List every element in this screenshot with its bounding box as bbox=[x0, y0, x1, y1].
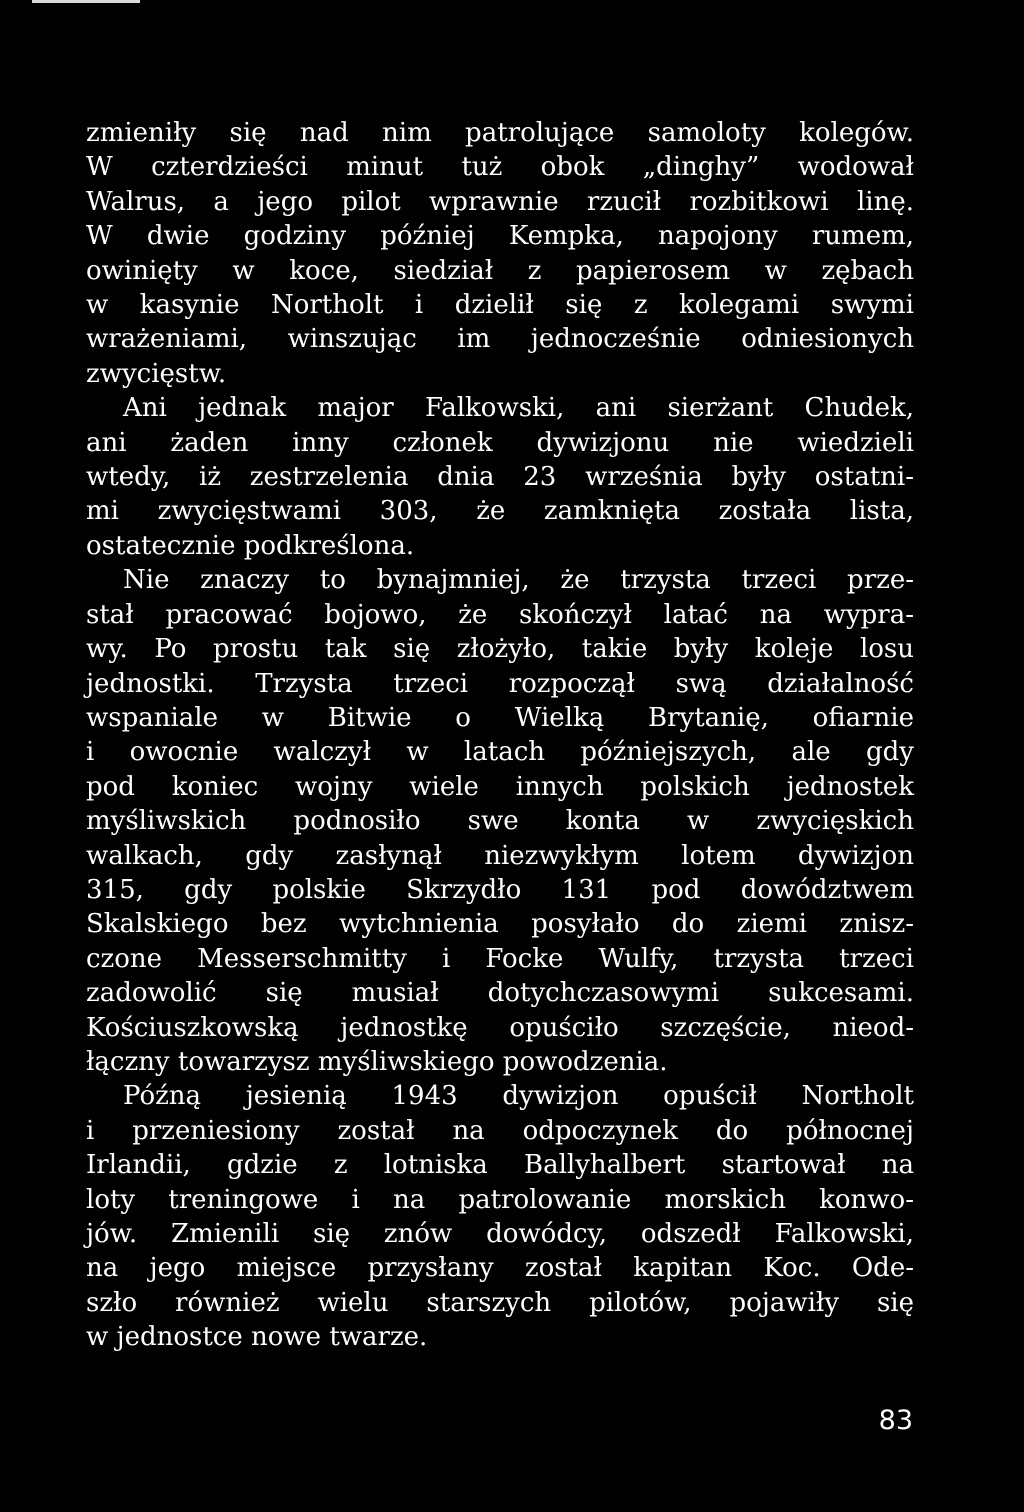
text-line: W dwie godziny później Kempka, napojony rumem, bbox=[86, 221, 914, 252]
paragraph-4 bbox=[86, 1079, 914, 1354]
text-line: jów. Zmienili się znów dowódcy, odszedł Falkowski, bbox=[86, 1219, 914, 1249]
text-line: wspaniale w Bitwie o Wielką Brytanię, ofiarnie bbox=[86, 702, 914, 733]
text-line: ani żaden inny członek dywizjonu nie wiedzieli bbox=[86, 427, 914, 458]
text-line: walkach, gdy zasłynął niezwykłym lotem dywizjon bbox=[86, 840, 914, 871]
text-line: owinięty w koce, siedział z papierosem w zębach bbox=[86, 255, 914, 286]
text-line: zmieniły się nad nim patrolujące samoloty kolegów. bbox=[86, 118, 914, 148]
text-line: w kasynie Northolt i dzielił się z kolegami swymi bbox=[86, 290, 914, 321]
text-line: wtedy, iż zestrzelenia dnia 23 września były ostatni- bbox=[86, 462, 914, 493]
text-line: zwycięstw. bbox=[86, 358, 227, 389]
paragraph-3 bbox=[86, 563, 914, 1079]
text-line: pod koniec wojny wiele innych polskich jednostek bbox=[86, 771, 914, 802]
text-line: łączny towarzysz myśliwskiego powodzenia. bbox=[86, 1046, 668, 1077]
text-line: jednostki. Trzysta trzeci rozpoczął swą działalność bbox=[86, 668, 914, 699]
text-line: Skalskiego bez wytchnienia posyłało do ziemi znisz- bbox=[86, 909, 914, 940]
page-body bbox=[86, 116, 914, 1355]
text-line: wy. Po prostu tak się złożyło, takie były koleje losu bbox=[86, 634, 914, 665]
text-line: szło również wielu starszych pilotów, pojawiły się bbox=[86, 1287, 914, 1318]
paragraph-2 bbox=[86, 391, 914, 563]
text-line: na jego miejsce przysłany został kapitan Koc. Ode- bbox=[86, 1253, 914, 1284]
text-line: Walrus, a jego pilot wprawnie rzucił rozbitkowi linę. bbox=[86, 186, 914, 217]
paragraph-1 bbox=[86, 116, 914, 391]
text-line: i owocnie walczył w latach późniejszych, ale gdy bbox=[86, 737, 914, 768]
text-line: w jednostce nowe twarze. bbox=[86, 1322, 428, 1353]
text-line: Ani jednak major Falkowski, ani sierżant Chudek, bbox=[123, 393, 914, 424]
text-line: mi zwycięstwami 303, że zamknięta została lista, bbox=[86, 496, 914, 527]
text-line: myśliwskich podnosiło swe konta w zwycięskich bbox=[86, 806, 914, 837]
text-line: 315, gdy polskie Skrzydło 131 pod dowództwem bbox=[86, 874, 914, 905]
text-line: i przeniesiony został na odpoczynek do północnej bbox=[86, 1115, 914, 1146]
text-line: ostatecznie podkreślona. bbox=[86, 530, 415, 561]
text-line: loty treningowe i na patrolowanie morskich konwo- bbox=[86, 1184, 914, 1215]
text-line: Późną jesienią 1943 dywizjon opuścił Northolt bbox=[123, 1081, 914, 1112]
top-edge-mark bbox=[32, 0, 140, 3]
text-line: stał pracować bojowo, że skończył latać na wypra- bbox=[86, 599, 914, 630]
text-line: czone Messerschmitty i Focke Wulfy, trzysta trzeci bbox=[86, 943, 914, 974]
text-line: wrażeniami, winszując im jednocześnie odniesionych bbox=[86, 324, 914, 355]
text-line: Kościuszkowską jednostkę opuściło szczęście, nieod- bbox=[86, 1012, 914, 1043]
page-number: 83 bbox=[878, 1405, 913, 1436]
text-line: zadowolić się musiał dotychczasowymi sukcesami. bbox=[86, 978, 914, 1009]
text-line: Nie znaczy to bynajmniej, że trzysta trzeci prze- bbox=[123, 565, 914, 596]
text-line: Irlandii, gdzie z lotniska Ballyhalbert startował na bbox=[86, 1150, 914, 1181]
text-line: W czterdzieści minut tuż obok „dinghy” wodował bbox=[86, 152, 914, 183]
